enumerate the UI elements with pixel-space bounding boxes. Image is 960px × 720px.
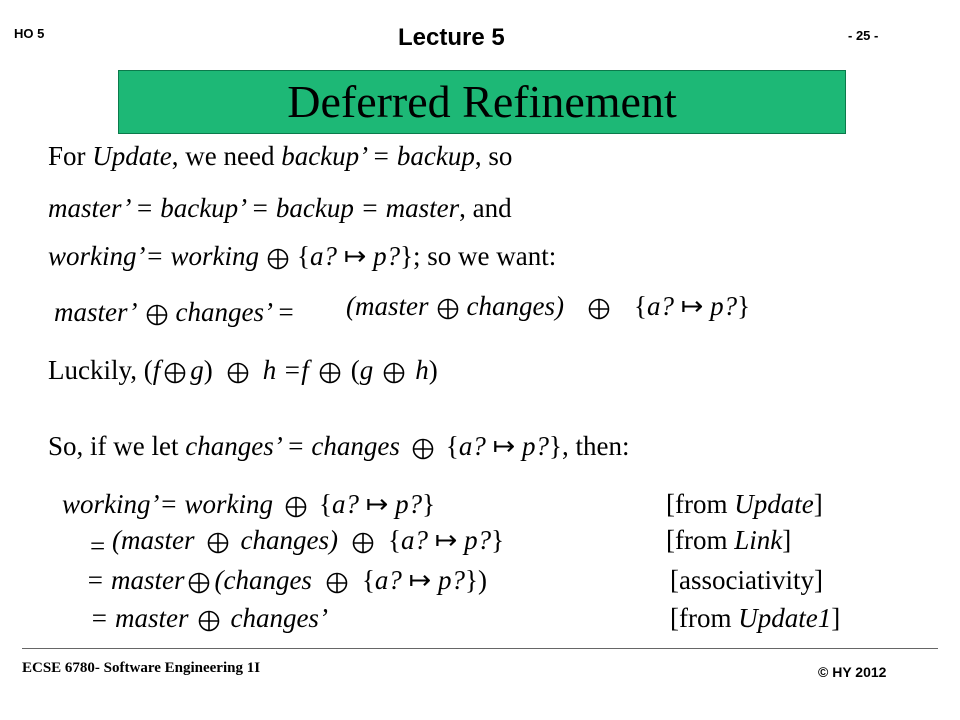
circled-plus-icon: [383, 362, 405, 384]
derivation-step-2-eq: =: [90, 531, 106, 561]
circled-plus-icon: [588, 298, 610, 320]
circled-plus-icon: [319, 362, 341, 384]
circled-plus-icon: [285, 496, 307, 518]
derivation-step-2-justification: [from Link]: [666, 525, 792, 555]
footer-divider: [22, 648, 938, 649]
derivation-step-4-justification: [from Update1]: [670, 603, 841, 633]
circled-plus-icon: [146, 304, 168, 326]
circled-plus-icon: [352, 532, 374, 554]
lecture-label: Lecture 5: [398, 24, 505, 51]
line-update-requirement: For Update, we need backup’ = backup, so: [48, 141, 513, 171]
derivation-step-3: = master (changes {a? ↦ p?}): [86, 565, 487, 595]
circled-plus-icon: [412, 438, 434, 460]
line-let-changes: So, if we let changes’ = changes {a? ↦ p?}, then:: [48, 431, 630, 461]
circled-plus-icon: [188, 572, 210, 594]
derivation-step-3-justification: [associativity]: [670, 565, 823, 595]
copyright: © HY 2012: [818, 664, 887, 680]
circled-plus-icon: [207, 532, 229, 554]
derivation-step-2: (master changes) {a? ↦ p?}: [112, 525, 505, 555]
page-number: - 25 -: [848, 28, 879, 43]
line-working-update: working’= working {a? ↦ p?}; so we want:: [48, 241, 557, 271]
handout-number: HO 5: [14, 26, 45, 41]
line-master-equality: master’ = backup’ = backup = master, and: [48, 193, 512, 223]
derivation-step-1: working’= working {a? ↦ p?}: [62, 489, 436, 519]
line-associativity: Luckily, (f g) h =f (g h): [48, 355, 438, 385]
line-goal-equation-rhs: (master changes) {a? ↦ p?}: [346, 291, 751, 321]
line-goal-equation: master’ changes’ =: [54, 297, 295, 327]
circled-plus-icon: [326, 572, 348, 594]
circled-plus-icon: [437, 298, 459, 320]
circled-plus-icon: [227, 362, 249, 384]
circled-plus-icon: [164, 362, 186, 384]
derivation-step-1-justification: [from Update]: [666, 489, 823, 519]
title-banner: [118, 70, 846, 134]
circled-plus-icon: [267, 248, 289, 270]
derivation-step-4: = master changes’: [90, 603, 328, 633]
course-name: ECSE 6780- Software Engineering 1I: [22, 660, 261, 676]
slide-title: Deferred Refinement: [287, 76, 677, 127]
circled-plus-icon: [198, 610, 220, 632]
